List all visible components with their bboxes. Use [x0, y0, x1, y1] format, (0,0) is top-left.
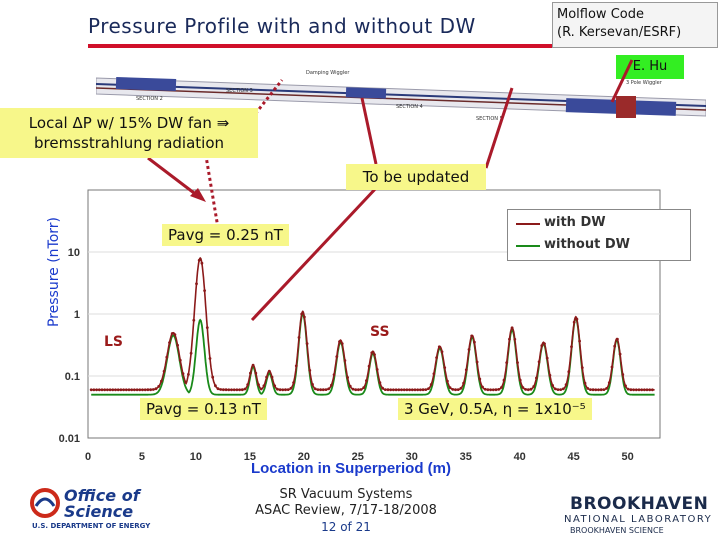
point-with-dw [111, 388, 114, 391]
point-with-dw [298, 336, 301, 339]
point-with-dw [624, 384, 627, 387]
point-with-dw [311, 383, 314, 386]
point-with-dw [408, 388, 411, 391]
point-with-dw [516, 361, 519, 364]
point-with-dw [365, 379, 368, 382]
point-with-dw [422, 388, 425, 391]
x-tick-label: 25 [351, 451, 364, 463]
point-with-dw [120, 388, 123, 391]
point-with-dw [106, 388, 109, 391]
point-with-dw [443, 366, 446, 369]
x-axis-label: Location in Superperiod (m) [250, 460, 452, 477]
point-with-dw [214, 384, 217, 387]
point-with-dw [379, 381, 382, 384]
point-with-dw [306, 342, 309, 345]
callout-line-1: Local ΔP w/ 15% DW fan ⇛ [28, 114, 230, 132]
point-with-dw [241, 388, 244, 391]
point-with-dw [171, 332, 174, 335]
doe-logo-line-2: Science [64, 502, 134, 521]
point-with-dw [93, 388, 96, 391]
point-with-dw [376, 368, 379, 371]
legend-label-without-dw: without DW [544, 237, 630, 252]
point-with-dw [201, 262, 204, 265]
doe-logo-text [64, 488, 140, 520]
point-with-dw [476, 361, 479, 364]
point-with-dw [284, 388, 287, 391]
point-with-dw [244, 388, 247, 391]
point-with-dw [648, 388, 651, 391]
point-with-dw [273, 384, 276, 387]
point-with-dw [387, 388, 390, 391]
point-with-dw [114, 388, 117, 391]
point-with-dw [279, 388, 282, 391]
point-with-dw [397, 388, 400, 391]
point-with-dw [265, 376, 268, 379]
footer-line-1: SR Vacuum Systems [279, 487, 413, 502]
point-with-dw [260, 388, 263, 391]
point-with-dw [616, 338, 619, 341]
point-with-dw [252, 364, 255, 367]
point-with-dw [576, 318, 579, 321]
point-with-dw [508, 338, 511, 341]
point-with-dw [184, 381, 187, 384]
y-tick-label: 1 [73, 309, 80, 321]
point-with-dw [608, 381, 611, 384]
point-with-dw [427, 387, 430, 390]
point-with-dw [225, 388, 228, 391]
slide-footer [240, 487, 452, 535]
point-with-dw [635, 388, 638, 391]
y-tick-label: 10 [67, 247, 80, 259]
point-with-dw [460, 387, 463, 390]
point-with-dw [581, 366, 584, 369]
point-with-dw [532, 385, 535, 388]
point-with-dw [643, 388, 646, 391]
y-tick-label: 0.01 [58, 433, 80, 445]
point-with-dw [594, 388, 597, 391]
point-with-dw [300, 313, 303, 316]
point-with-dw [122, 388, 125, 391]
point-with-dw [513, 338, 516, 341]
point-with-dw [411, 388, 414, 391]
point-with-dw [271, 376, 274, 379]
point-with-dw [578, 340, 581, 343]
x-tick-label: 15 [243, 451, 257, 463]
point-with-dw [249, 372, 252, 375]
point-with-dw [179, 359, 182, 362]
point-with-dw [206, 326, 209, 329]
point-with-dw [335, 355, 338, 358]
point-with-dw [549, 374, 552, 377]
bnl-logo-line-2: NATIONAL LABORATORY [564, 514, 713, 525]
point-with-dw [117, 388, 120, 391]
x-tick-label: 0 [84, 451, 92, 463]
point-with-dw [430, 383, 433, 386]
point-with-dw [449, 386, 452, 389]
point-with-dw [627, 388, 630, 391]
point-with-dw [613, 345, 616, 348]
point-with-dw [211, 376, 214, 379]
doe-logo-line-1: Office of [64, 486, 140, 505]
update-pointer-2 [362, 98, 376, 164]
point-with-dw [651, 388, 654, 391]
legend-item-without-dw [516, 236, 686, 256]
point-with-dw [130, 388, 133, 391]
point-with-dw [384, 388, 387, 391]
point-with-dw [621, 373, 624, 376]
point-with-dw [454, 388, 457, 391]
point-with-dw [276, 388, 279, 391]
point-with-dw [522, 386, 525, 389]
point-with-dw [174, 333, 177, 336]
point-with-dw [584, 382, 587, 385]
point-with-dw [505, 361, 508, 364]
point-with-dw [497, 388, 500, 391]
doe-logo-line-3: U.S. DEPARTMENT OF ENERGY [32, 522, 151, 530]
point-with-dw [257, 383, 260, 386]
point-with-dw [492, 388, 495, 391]
point-with-dw [354, 388, 357, 391]
point-with-dw [333, 373, 336, 376]
point-with-dw [152, 388, 155, 391]
point-with-dw [168, 341, 171, 344]
point-with-dw [416, 388, 419, 391]
point-with-dw [182, 372, 185, 375]
credit-line-2: (R. Kersevan/ESRF) [557, 25, 682, 40]
point-with-dw [238, 388, 241, 391]
point-with-dw [160, 380, 163, 383]
point-with-dw [484, 388, 487, 391]
lattice-label-section-4: SECTION 4 [396, 104, 423, 110]
point-with-dw [287, 388, 290, 391]
point-with-dw [281, 388, 284, 391]
slide-title: Pressure Profile with and without DW [88, 14, 476, 38]
point-with-dw [457, 388, 460, 391]
point-with-dw [646, 388, 649, 391]
x-tick-label: 35 [459, 451, 472, 463]
point-with-dw [236, 388, 239, 391]
point-with-dw [98, 388, 101, 391]
lattice-label-section-3: SECTION 3 [226, 88, 253, 94]
x-tick-label: 20 [297, 451, 310, 463]
x-tick-label: 10 [189, 451, 203, 463]
point-with-dw [190, 352, 193, 355]
point-with-dw [198, 259, 201, 262]
point-with-dw [419, 388, 422, 391]
x-tick-label: 50 [621, 451, 634, 463]
point-with-dw [346, 376, 349, 379]
legend-item-with-dw [516, 214, 686, 234]
point-with-dw [163, 370, 166, 373]
point-with-dw [373, 353, 376, 356]
point-with-dw [638, 388, 641, 391]
point-with-dw [462, 382, 465, 385]
credit-line-1: Molflow Code [557, 7, 644, 22]
point-with-dw [357, 388, 360, 391]
point-with-dw [630, 388, 633, 391]
point-with-dw [325, 388, 328, 391]
point-with-dw [524, 388, 527, 391]
point-with-dw [619, 353, 622, 356]
point-with-dw [600, 388, 603, 391]
point-with-dw [535, 377, 538, 380]
point-with-dw [597, 388, 600, 391]
point-with-dw [530, 388, 533, 391]
point-with-dw [570, 345, 573, 348]
bnl-logo-line-3: BROOKHAVEN SCIENCE [570, 526, 664, 535]
doe-emblem-icon [30, 488, 60, 518]
point-with-dw [360, 388, 363, 391]
point-with-dw [406, 388, 409, 391]
point-with-dw [203, 289, 206, 292]
point-with-dw [292, 381, 295, 384]
point-with-dw [403, 388, 406, 391]
point-with-dw [233, 388, 236, 391]
ss-label: SS [370, 324, 390, 340]
point-with-dw [195, 282, 198, 285]
lattice-label-section-2: SECTION 2 [136, 96, 163, 102]
point-with-dw [227, 388, 230, 391]
point-with-dw [565, 383, 568, 386]
point-with-dw [446, 380, 449, 383]
doe-office-of-science-logo [30, 488, 152, 536]
point-with-dw [330, 384, 333, 387]
point-with-dw [327, 387, 330, 390]
point-with-dw [338, 340, 341, 343]
lattice-label-3-pole-wiggler: 3 Pole Wiggler [626, 80, 662, 86]
point-with-dw [605, 387, 608, 390]
point-with-dw [103, 388, 106, 391]
point-with-dw [470, 335, 473, 338]
point-with-dw [90, 388, 93, 391]
point-with-dw [603, 388, 606, 391]
point-with-dw [254, 372, 257, 375]
point-with-dw [109, 388, 112, 391]
point-with-dw [414, 388, 417, 391]
x-tick-label: 30 [405, 451, 418, 463]
slide-number: 12 of 21 [321, 520, 371, 534]
x-tick-label: 5 [138, 451, 146, 463]
lattice-label-damping-wiggler: Damping Wiggler [306, 70, 350, 76]
point-with-dw [586, 387, 589, 390]
point-with-dw [263, 384, 266, 387]
point-with-dw [489, 388, 492, 391]
point-with-dw [319, 388, 322, 391]
point-with-dw [389, 388, 392, 391]
point-with-dw [632, 388, 635, 391]
point-with-dw [451, 388, 454, 391]
bnl-logo-line-1: BROOKHAVEN [570, 494, 709, 514]
point-with-dw [341, 342, 344, 345]
point-with-dw [487, 388, 490, 391]
point-with-dw [133, 388, 136, 391]
x-tick-label: 45 [567, 451, 580, 463]
point-with-dw [176, 344, 179, 347]
y-axis-label: Pressure (nTorr) [46, 216, 62, 328]
point-with-dw [209, 357, 212, 360]
local-dp-callout [0, 108, 258, 158]
point-with-dw [473, 341, 476, 344]
point-with-dw [128, 388, 131, 391]
point-with-dw [540, 344, 543, 347]
point-with-dw [527, 388, 530, 391]
point-with-dw [503, 379, 506, 382]
to-be-updated-note: To be updated [346, 164, 486, 190]
legend-swatch-with-dw [516, 223, 540, 225]
point-with-dw [465, 368, 468, 371]
point-with-dw [592, 388, 595, 391]
point-with-dw [138, 388, 141, 391]
point-with-dw [495, 388, 498, 391]
beam-conditions-note: 3 GeV, 0.5A, η = 1x10⁻⁵ [398, 398, 592, 420]
point-with-dw [101, 388, 104, 391]
point-with-dw [141, 388, 144, 391]
point-with-dw [551, 384, 554, 387]
point-with-dw [95, 388, 98, 391]
point-with-dw [144, 388, 147, 391]
point-with-dw [478, 378, 481, 381]
point-with-dw [222, 388, 225, 391]
point-with-dw [395, 388, 398, 391]
credit-pointer [612, 60, 632, 102]
point-with-dw [438, 345, 441, 348]
point-with-dw [149, 388, 152, 391]
point-with-dw [538, 360, 541, 363]
point-with-dw [322, 388, 325, 391]
pavg-without-dw-note: Pavg = 0.13 nT [140, 398, 267, 420]
legend-swatch-without-dw [516, 245, 540, 247]
point-with-dw [562, 387, 565, 390]
point-with-dw [165, 356, 168, 359]
point-with-dw [157, 385, 160, 388]
point-with-dw [219, 388, 222, 391]
point-with-dw [217, 387, 220, 390]
point-with-dw [468, 348, 471, 351]
point-with-dw [308, 369, 311, 372]
point-with-dw [573, 321, 576, 324]
author-label: E. Hu [616, 55, 684, 79]
point-with-dw [381, 387, 384, 390]
point-with-dw [433, 372, 436, 375]
point-with-dw [147, 388, 150, 391]
point-with-dw [362, 386, 365, 389]
point-with-dw [511, 326, 514, 329]
point-with-dw [441, 350, 444, 353]
point-with-dw [424, 388, 427, 391]
point-with-dw [557, 388, 560, 391]
point-with-dw [500, 386, 503, 389]
point-with-dw [230, 388, 233, 391]
point-with-dw [290, 387, 293, 390]
point-with-dw [344, 359, 347, 362]
lattice-pointer-2 [486, 88, 512, 168]
point-with-dw [349, 385, 352, 388]
point-with-dw [155, 387, 158, 390]
point-with-dw [136, 388, 139, 391]
chart-legend [507, 209, 691, 261]
brookhaven-logo [562, 484, 720, 540]
point-with-dw [192, 319, 195, 322]
point-with-dw [589, 388, 592, 391]
point-with-dw [314, 387, 317, 390]
lattice-label-section-5: SECTION 5 [476, 116, 503, 122]
point-with-dw [567, 370, 570, 373]
point-with-dw [546, 357, 549, 360]
pavg-with-dw-note: Pavg = 0.25 nT [162, 224, 289, 246]
point-with-dw [543, 342, 546, 345]
point-with-dw [352, 388, 355, 391]
point-with-dw [125, 388, 128, 391]
point-with-dw [400, 388, 403, 391]
point-with-dw [295, 365, 298, 368]
point-with-dw [435, 356, 438, 359]
point-with-dw [559, 388, 562, 391]
x-tick-label: 40 [513, 451, 526, 463]
point-with-dw [268, 370, 271, 373]
point-with-dw [317, 388, 320, 391]
point-with-dw [187, 373, 190, 376]
point-with-dw [246, 383, 249, 386]
footer-line-2: ASAC Review, 7/17-18/2008 [255, 503, 437, 518]
point-with-dw [611, 366, 614, 369]
ls-label: LS [104, 334, 124, 350]
callout-line-2: bremsstrahlung radiation [33, 134, 225, 152]
point-with-dw [554, 388, 557, 391]
legend-label-with-dw: with DW [544, 215, 606, 230]
point-with-dw [370, 351, 373, 354]
point-with-dw [303, 316, 306, 319]
point-with-dw [392, 388, 395, 391]
y-tick-label: 0.1 [64, 371, 80, 383]
point-with-dw [640, 388, 643, 391]
point-with-dw [519, 379, 522, 382]
point-with-dw [481, 386, 484, 389]
point-with-dw [368, 365, 371, 368]
